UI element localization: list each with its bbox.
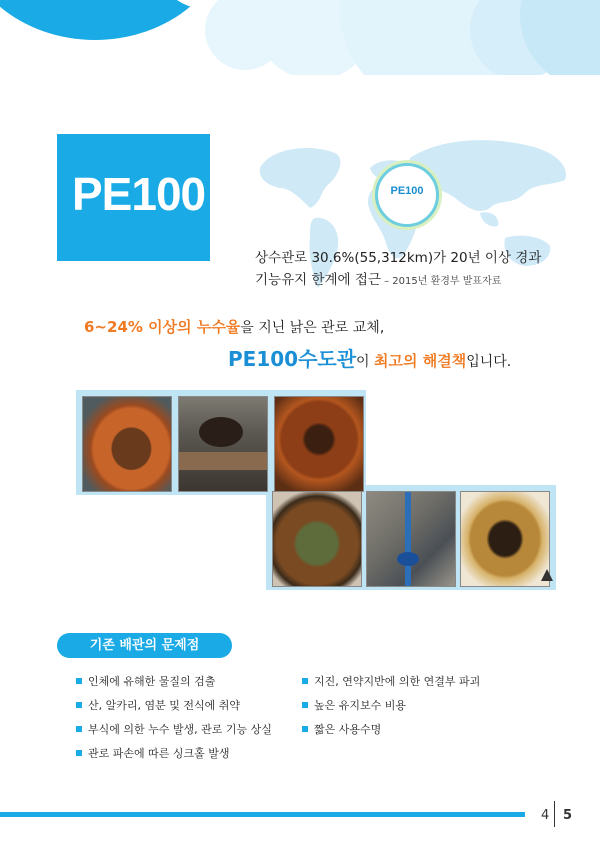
stat-line-1: 상수관로 30.6%(55,312km)가 20년 이상 경과 <box>255 250 542 266</box>
bullet-square-icon <box>302 678 308 684</box>
bullet-square-icon <box>76 702 82 708</box>
corroded-pipe-hole-photo <box>178 396 268 492</box>
pe100-badge <box>375 163 439 227</box>
list-item: 산, 알카리, 염분 및 전식에 취약 <box>76 697 240 713</box>
triangle-marker-icon <box>541 569 553 581</box>
headline-line-1-rest: 을 지닌 낡은 관로 교체, <box>240 320 385 336</box>
page-number-left: 4 <box>541 808 550 823</box>
list-item: 부식에 의한 누수 발생, 관로 기능 상실 <box>76 721 272 737</box>
bullet-square-icon <box>76 678 82 684</box>
headline-line-1 <box>84 316 384 337</box>
bullet-square-icon <box>76 750 82 756</box>
product-name-highlight: PE100수도관 <box>228 347 357 371</box>
headline-connector: 이 <box>356 354 375 370</box>
solution-highlight: 최고의 해결책 <box>374 352 467 370</box>
stat-line-2 <box>255 268 501 288</box>
section-title: 기존 배관의 문제점 <box>57 633 232 658</box>
stat-line-2-main: 기능유지 한계에 접근 <box>255 272 381 288</box>
list-item: 관로 파손에 따른 싱크홀 발생 <box>76 745 230 761</box>
list-item: 인체에 유해한 물질의 검출 <box>76 673 215 689</box>
ground-leak-photo <box>366 491 456 587</box>
leak-rate-highlight: 6~24% 이상의 누수율 <box>84 318 241 336</box>
bullet-square-icon <box>76 726 82 732</box>
bullet-square-icon <box>302 702 308 708</box>
list-item: 지진, 연약지반에 의한 연결부 파괴 <box>302 673 480 689</box>
header-decoration <box>0 0 600 75</box>
badge-label: PE100 <box>390 185 424 197</box>
pipe-interior-rust-photo <box>274 396 364 492</box>
headline-end: 입니다. <box>466 354 512 370</box>
rusted-pipe-photo <box>82 396 172 492</box>
page-number-right: 5 <box>563 808 573 823</box>
scaled-pipe-photo <box>460 491 550 587</box>
page-title: PE100 <box>72 168 206 220</box>
footer-line <box>0 812 525 817</box>
stat-source: – 2015년 환경부 발표자료 <box>380 276 502 287</box>
bullet-square-icon <box>302 726 308 732</box>
title-box <box>57 134 210 261</box>
headline-line-2 <box>228 343 511 372</box>
list-item: 높은 유지보수 비용 <box>302 697 406 713</box>
pipe-interior-sediment-photo <box>272 491 362 587</box>
list-item: 짧은 사용수명 <box>302 721 381 737</box>
page-number-divider <box>554 801 555 827</box>
